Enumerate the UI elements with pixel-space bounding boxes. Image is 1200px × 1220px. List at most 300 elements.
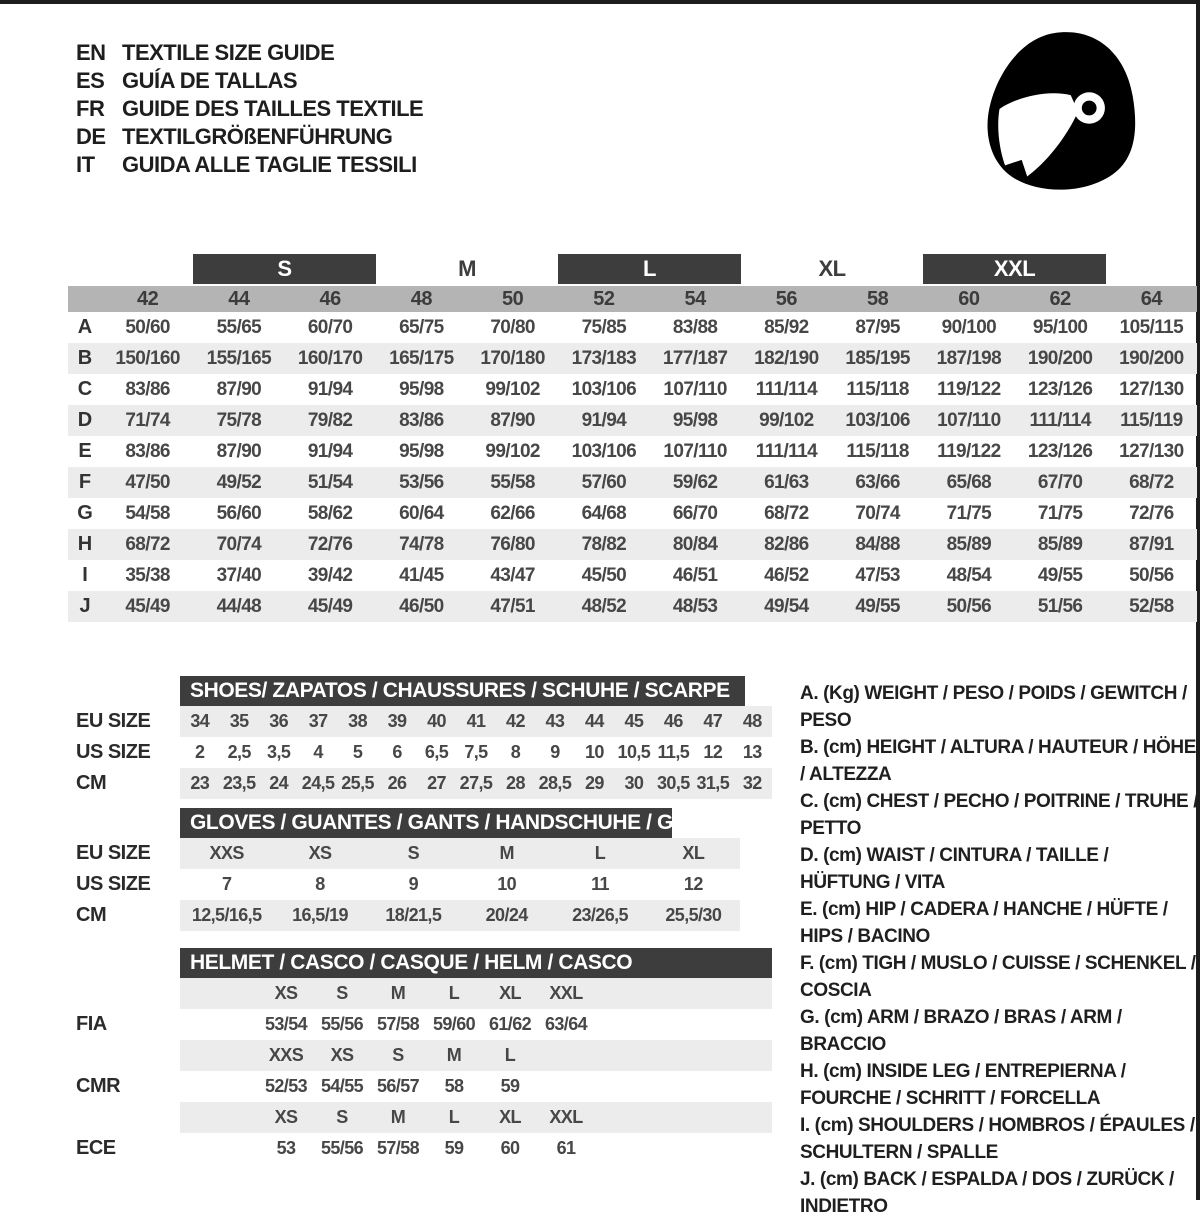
measurement-value: 75/78	[216, 409, 262, 431]
helmet-sections	[68, 978, 772, 1164]
measurement-value: 64/68	[581, 502, 627, 524]
measurement-value: 185/195	[845, 347, 910, 369]
measurement-value: 47/51	[490, 595, 535, 617]
measurement-value: 46/52	[764, 564, 809, 586]
helmet-section-spacer	[68, 1102, 180, 1133]
measurement-value: 72/76	[1129, 502, 1174, 524]
measurement-value: 155/165	[206, 347, 272, 369]
measurement-row-label: B	[77, 347, 93, 369]
helmet-values	[180, 1133, 772, 1164]
size-group-xxl: XXL	[923, 254, 1106, 284]
shoe-cm-size: 27,5	[459, 773, 493, 793]
gloves-us-values	[180, 869, 740, 900]
top-border-line	[0, 0, 1200, 4]
measurement-value: 111/114	[755, 440, 818, 462]
measurement-value: 78/82	[581, 533, 627, 555]
measurement-value: 47/53	[855, 564, 900, 586]
helmet-size-value: 61	[556, 1138, 576, 1158]
measurement-row-label: E	[78, 440, 92, 462]
measurement-value: 83/88	[672, 316, 718, 338]
legend-item: G. (cm) ARM / BRAZO / BRAS / ARM / BRACCIO	[800, 1007, 1122, 1055]
measurement-value: 95/98	[399, 378, 444, 400]
measurement-value: 48/52	[581, 595, 627, 617]
shoe-eu-size: 43	[545, 711, 565, 731]
measurement-value: 190/200	[1027, 347, 1093, 369]
measurement-value: 39/42	[307, 564, 353, 586]
measurement-row	[68, 343, 1197, 374]
helmet-size-labels	[180, 1040, 772, 1071]
helmet-size-value: 55/56	[320, 1014, 364, 1034]
measurement-value: 165/175	[389, 347, 454, 369]
shoe-eu-size: 34	[190, 711, 210, 731]
measurement-value: 83/86	[125, 378, 170, 400]
language-code: DE	[76, 124, 106, 149]
measurement-value: 55/58	[490, 471, 535, 493]
measurement-value: 79/82	[307, 409, 353, 431]
glove-us-size: 10	[497, 874, 517, 894]
legend-item: A. (Kg) WEIGHT / PESO / POIDS / GEWITCH / PESO	[800, 683, 1187, 731]
helmet-size-value: 54/55	[320, 1076, 364, 1096]
measurement-value: 56/60	[216, 502, 262, 524]
measurement-value: 91/94	[581, 409, 627, 431]
gloves-size-table	[68, 808, 772, 931]
measurement-value: 187/198	[936, 347, 1002, 369]
measurement-value: 49/55	[855, 595, 900, 617]
measurement-value: 111/114	[1029, 409, 1091, 431]
size-header-row	[68, 254, 1197, 286]
legend-item: F. (cm) TIGH / MUSLO / CUISSE / SCHENKEL / COSCIA	[800, 953, 1196, 1001]
helmet-value-row	[68, 1009, 772, 1040]
measurement-value: 48/54	[946, 564, 992, 586]
measurement-value: 83/86	[125, 440, 170, 462]
textile-size-table	[68, 254, 1197, 622]
measurement-value: 87/90	[216, 440, 262, 462]
glove-cm-size: 16,5/19	[292, 905, 348, 925]
measurement-value: 68/72	[1129, 471, 1174, 493]
measurement-value: 80/84	[672, 533, 718, 555]
shoes-cm-values	[180, 768, 772, 799]
measurement-value: 51/54	[307, 471, 353, 493]
shoe-us-size: 12	[703, 742, 723, 762]
measurement-value: 99/102	[485, 440, 540, 462]
helmet-values	[180, 1009, 772, 1040]
measurement-row-label: C	[77, 378, 93, 400]
column-number: 52	[593, 287, 615, 310]
measurement-row-values	[102, 441, 1197, 463]
shoe-cm-size: 24,5	[301, 773, 335, 793]
shoes-cm-label: CM	[76, 772, 107, 794]
column-number: 62	[1049, 287, 1071, 310]
language-code: IT	[76, 152, 95, 177]
shoe-cm-size: 26	[387, 773, 407, 793]
helmet-standard-label: CMR	[76, 1075, 121, 1097]
gloves-eu-row	[68, 838, 772, 869]
column-number: 44	[228, 287, 250, 310]
language-guide-title: TEXTILE SIZE GUIDE	[122, 40, 335, 65]
measurement-value: 60/64	[399, 502, 444, 524]
shoes-cm-row	[68, 768, 772, 799]
measurement-value: 63/66	[855, 471, 900, 493]
measurement-row	[68, 467, 1197, 498]
helmet-size-value: 60	[500, 1138, 520, 1158]
measurement-value: 150/160	[115, 347, 180, 369]
measurement-row-label: I	[82, 564, 88, 586]
helmet-size-label: S	[336, 1107, 348, 1127]
measurement-value: 61/63	[764, 471, 809, 493]
size-group-s: S	[193, 254, 376, 284]
shoe-eu-size: 45	[624, 711, 644, 731]
measurement-value: 71/75	[946, 502, 992, 524]
glove-cm-size: 25,5/30	[665, 905, 722, 925]
glove-us-size: 12	[683, 874, 703, 894]
measurement-value: 127/130	[1119, 378, 1184, 400]
shoe-cm-size: 25,5	[341, 773, 374, 793]
shoe-us-size: 9	[550, 742, 560, 762]
measurement-value: 95/100	[1032, 316, 1088, 338]
helmet-standard-label: ECE	[76, 1137, 116, 1159]
glove-cm-size: 18/21,5	[385, 905, 442, 925]
helmet-size-label: M	[390, 1107, 406, 1127]
shoe-us-size: 6,5	[424, 742, 449, 762]
measurement-value: 60/70	[307, 316, 353, 338]
shoe-eu-size: 42	[506, 711, 525, 731]
measurement-value: 66/70	[672, 502, 718, 524]
helmet-section	[68, 1102, 772, 1164]
helmet-section	[68, 1040, 772, 1102]
shoe-cm-size: 32	[742, 773, 762, 793]
measurement-value: 57/60	[581, 471, 627, 493]
legend-item: D. (cm) WAIST / CINTURA / TAILLE / HÜFTUNG / VITA	[800, 845, 1109, 893]
language-guide-title: TEXTILGRÖßENFÜHRUNG	[122, 124, 393, 149]
helmet-size-label: M	[390, 983, 406, 1003]
gloves-eu-label: EU SIZE	[76, 842, 151, 864]
measurement-value: 115/118	[846, 440, 909, 462]
measurement-value: 85/92	[764, 316, 809, 338]
shoes-eu-row	[68, 706, 772, 737]
helmet-size-value: 63/64	[544, 1014, 588, 1034]
helmet-size-value: 52/53	[264, 1076, 308, 1096]
shoe-us-size: 10,5	[617, 742, 651, 762]
shoe-eu-size: 48	[742, 711, 762, 731]
column-number: 48	[410, 287, 432, 310]
measurement-value: 45/49	[307, 595, 353, 617]
measurement-value: 46/51	[672, 564, 718, 586]
shoe-us-size: 8	[510, 742, 521, 762]
measurement-rows	[68, 312, 1197, 622]
glove-eu-size: M	[499, 843, 514, 863]
helmet-size-value: 53/54	[264, 1014, 308, 1034]
measurement-value: 87/90	[490, 409, 535, 431]
measurement-value: 107/110	[663, 378, 727, 400]
helmet-title-bar: HELMET / CASCO / CASQUE / HELM / CASCO	[180, 948, 772, 978]
column-number: 50	[502, 287, 524, 310]
shoe-cm-size: 31,5	[696, 773, 730, 793]
shoe-us-size: 7,5	[464, 742, 488, 762]
shoes-us-values	[180, 737, 772, 768]
measurement-value: 72/76	[307, 533, 353, 555]
shoe-us-size: 13	[742, 742, 762, 762]
measurement-value: 43/47	[490, 564, 535, 586]
shoe-us-size: 11,5	[657, 742, 690, 762]
measurement-value: 173/183	[571, 347, 637, 369]
legend-item: B. (cm) HEIGHT / ALTURA / HAUTEUR / HÖHE / ALTEZZA	[800, 737, 1197, 785]
language-guide-title: GUIDE DES TAILLES TEXTILE	[122, 96, 424, 121]
measurement-value: 177/187	[662, 347, 728, 369]
shoe-cm-size: 28,5	[538, 773, 572, 793]
helmet-section-spacer	[68, 1040, 180, 1071]
shoe-eu-size: 40	[427, 711, 446, 731]
language-row	[76, 40, 423, 68]
measurement-value: 71/75	[1037, 502, 1083, 524]
shoe-eu-size: 46	[663, 711, 683, 731]
measurement-value: 49/54	[764, 595, 809, 617]
column-number-band	[68, 286, 1197, 312]
measurement-value: 51/56	[1037, 595, 1083, 617]
helmet-size-label: XL	[499, 983, 521, 1003]
measurement-value: 87/95	[855, 316, 900, 338]
size-group-l: L	[558, 254, 741, 284]
helmet-standard-label: FIA	[76, 1013, 107, 1035]
legend-item: J. (cm) BACK / ESPALDA / DOS / ZURÜCK / INDIETRO	[800, 1169, 1174, 1217]
helmet-size-label: XL	[499, 1107, 521, 1127]
shoe-cm-size: 27	[427, 773, 446, 793]
shoe-eu-size: 37	[308, 711, 328, 731]
measurement-value: 119/122	[937, 378, 1001, 400]
measurement-value: 70/74	[216, 533, 262, 555]
helmet-size-label: XS	[274, 983, 298, 1003]
gloves-cm-label: CM	[76, 904, 107, 926]
language-row	[76, 124, 423, 152]
measurement-row-values	[102, 565, 1197, 587]
helmet-size-value: 58	[444, 1076, 464, 1096]
helmet-size-label: XS	[330, 1045, 354, 1065]
shoe-cm-size: 23	[190, 773, 210, 793]
language-code: FR	[76, 96, 105, 121]
racing-helmet-icon	[972, 22, 1162, 207]
shoe-eu-size: 39	[387, 711, 407, 731]
helmet-size-label: S	[392, 1045, 404, 1065]
column-number: 58	[867, 287, 889, 310]
measurement-row-label: A	[77, 316, 93, 338]
gloves-cm-row	[68, 900, 772, 931]
measurement-row-label: F	[78, 471, 92, 493]
glove-us-size: 7	[221, 874, 232, 894]
measurement-value: 47/50	[125, 471, 170, 493]
language-code: EN	[76, 40, 106, 65]
measurement-value: 58/62	[307, 502, 353, 524]
measurement-row-label: H	[77, 533, 93, 555]
shoe-us-size: 5	[352, 742, 363, 762]
glove-eu-size: XXS	[209, 843, 244, 863]
shoe-eu-size: 41	[466, 711, 486, 731]
shoe-eu-size: 44	[584, 711, 604, 731]
measurement-value: 103/106	[571, 378, 637, 400]
glove-us-size: 11	[591, 874, 609, 894]
measurement-row-values	[102, 503, 1197, 525]
measurement-value: 160/170	[297, 347, 363, 369]
helmet-size-label: XS	[274, 1107, 298, 1127]
measurement-value: 45/49	[125, 595, 170, 617]
column-number: 64	[1140, 287, 1162, 310]
helmet-size-label: L	[504, 1045, 516, 1065]
language-guide-title: GUÍA DE TALLAS	[122, 68, 298, 93]
measurement-value: 107/110	[663, 440, 727, 462]
size-group-m: M	[458, 256, 476, 281]
measurement-value: 99/102	[759, 409, 814, 431]
shoe-eu-size: 38	[348, 711, 367, 731]
measurement-value: 71/74	[125, 409, 170, 431]
shoes-title-bar: SHOES/ ZAPATOS / CHAUSSURES / SCHUHE / SCARPE	[180, 676, 745, 706]
legend-item: C. (cm) CHEST / PECHO / POITRINE / TRUHE / PETTO	[800, 791, 1199, 839]
shoe-cm-size: 29	[584, 773, 604, 793]
helmet-section-spacer	[68, 978, 180, 1009]
helmet-size-value: 53	[276, 1138, 296, 1158]
helmet-size-value: 59/60	[432, 1014, 476, 1034]
measurement-row-values	[102, 596, 1197, 618]
helmet-size-label: XXL	[549, 1107, 583, 1127]
gloves-title-bar: GLOVES / GUANTES / GANTS / HANDSCHUHE / GUANTI	[180, 808, 672, 838]
measurement-value: 87/90	[216, 378, 262, 400]
measurement-value: 46/50	[399, 595, 444, 617]
helmet-value-row	[68, 1071, 772, 1102]
measurement-value: 67/70	[1037, 471, 1083, 493]
helmet-size-value: 55/56	[320, 1138, 364, 1158]
helmet-size-labels	[180, 978, 772, 1009]
measurement-row	[68, 436, 1197, 467]
shoe-us-size: 10	[584, 742, 604, 762]
measurement-row-values	[102, 348, 1197, 370]
measurement-value: 182/190	[754, 347, 819, 369]
measurement-row-label: G	[77, 502, 93, 524]
measurement-row	[68, 591, 1197, 622]
glove-cm-size: 12,5/16,5	[191, 905, 262, 925]
measurement-value: 44/48	[216, 595, 262, 617]
measurement-value: 50/60	[125, 316, 170, 338]
shoes-size-table	[68, 676, 772, 799]
size-group-xl: XL	[818, 256, 846, 281]
helmet-size-label: XXS	[268, 1045, 304, 1065]
helmet-size-labels	[180, 1102, 772, 1133]
glove-eu-size: S	[407, 843, 420, 863]
measurement-value: 37/40	[216, 564, 262, 586]
measurement-value: 50/56	[946, 595, 992, 617]
helmet-size-value: 57/58	[376, 1138, 420, 1158]
glove-eu-size: L	[594, 843, 606, 863]
helmet-values	[180, 1071, 772, 1102]
column-number: 56	[775, 287, 797, 310]
shoe-eu-size: 47	[703, 711, 723, 731]
measurement-row	[68, 498, 1197, 529]
measurement-value: 76/80	[490, 533, 535, 555]
helmet-section	[68, 978, 772, 1040]
column-number: 60	[958, 287, 980, 310]
measurement-value: 68/72	[125, 533, 170, 555]
measurement-value: 87/91	[1129, 533, 1174, 555]
helmet-size-value: 59	[444, 1138, 464, 1158]
shoe-us-size: 2,5	[227, 742, 251, 762]
helmet-size-table	[68, 948, 772, 1164]
measurement-value: 190/200	[1119, 347, 1184, 369]
helmet-size-label: M	[446, 1045, 462, 1065]
measurement-value: 99/102	[485, 378, 540, 400]
measurement-value: 70/74	[855, 502, 900, 524]
measurement-value: 65/75	[399, 316, 444, 338]
glove-cm-size: 20/24	[485, 905, 528, 925]
measurement-value: 53/56	[399, 471, 444, 493]
shoe-eu-size: 36	[269, 711, 289, 731]
helmet-size-value: 61/62	[488, 1014, 532, 1034]
measurement-value: 90/100	[941, 316, 997, 338]
language-code: ES	[76, 68, 105, 93]
measurement-value: 123/126	[1027, 440, 1093, 462]
measurement-value: 41/45	[399, 564, 444, 586]
measurement-value: 83/86	[399, 409, 444, 431]
measurement-row-label: D	[77, 409, 93, 431]
gloves-cm-values	[180, 900, 740, 931]
measurement-value: 55/65	[216, 316, 262, 338]
language-row	[76, 96, 423, 124]
measurement-value: 82/86	[764, 533, 809, 555]
measurement-value: 103/106	[571, 440, 637, 462]
measurement-value: 95/98	[399, 440, 444, 462]
shoe-us-size: 3,5	[267, 742, 291, 762]
measurement-value: 123/126	[1027, 378, 1093, 400]
glove-us-size: 9	[408, 874, 419, 894]
measurement-row-values	[102, 317, 1197, 339]
shoe-cm-size: 24	[269, 773, 289, 793]
shoe-eu-size: 35	[229, 711, 249, 731]
helmet-value-row	[68, 1133, 772, 1164]
measurement-value: 111/114	[755, 378, 818, 400]
shoe-us-size: 2	[195, 742, 205, 762]
measurement-value: 65/68	[946, 471, 992, 493]
measurement-value: 107/110	[937, 409, 1001, 431]
legend-item: H. (cm) INSIDE LEG / ENTREPIERNA / FOURCHE / SCHRITT / FORCELLA	[800, 1061, 1126, 1109]
measurement-value: 68/72	[764, 502, 809, 524]
shoe-cm-size: 30,5	[657, 773, 690, 793]
measurement-row	[68, 374, 1197, 405]
column-number: 42	[137, 287, 159, 310]
gloves-us-row	[68, 869, 772, 900]
helmet-size-label: XXL	[549, 983, 583, 1003]
measurement-value: 115/118	[846, 378, 909, 400]
measurement-value: 49/55	[1037, 564, 1083, 586]
measurement-value: 75/85	[581, 316, 627, 338]
helmet-size-value: 56/57	[376, 1076, 420, 1096]
measurement-value: 54/58	[125, 502, 170, 524]
measurement-row-label: J	[79, 595, 91, 617]
measurement-value: 45/50	[581, 564, 627, 586]
legend-item: I. (cm) SHOULDERS / HOMBROS / ÉPAULES / SCHULTERN / SPALLE	[800, 1115, 1195, 1163]
language-row	[76, 152, 423, 180]
gloves-eu-values	[180, 838, 740, 869]
helmet-size-label: S	[336, 983, 348, 1003]
measurement-value: 170/180	[480, 347, 545, 369]
helmet-size-label: L	[448, 1107, 460, 1127]
measurement-value: 49/52	[216, 471, 262, 493]
measurement-value: 48/53	[672, 595, 718, 617]
glove-eu-size: XS	[308, 843, 332, 863]
measurement-value: 103/106	[845, 409, 910, 431]
shoe-cm-size: 28	[506, 773, 525, 793]
gloves-us-label: US SIZE	[76, 873, 151, 895]
helmet-size-value: 57/58	[376, 1014, 420, 1034]
measurement-value: 84/88	[855, 533, 900, 555]
language-row	[76, 68, 423, 96]
measurement-value: 127/130	[1119, 440, 1184, 462]
helmet-size-row	[68, 978, 772, 1009]
measurement-legend	[800, 680, 1200, 1220]
